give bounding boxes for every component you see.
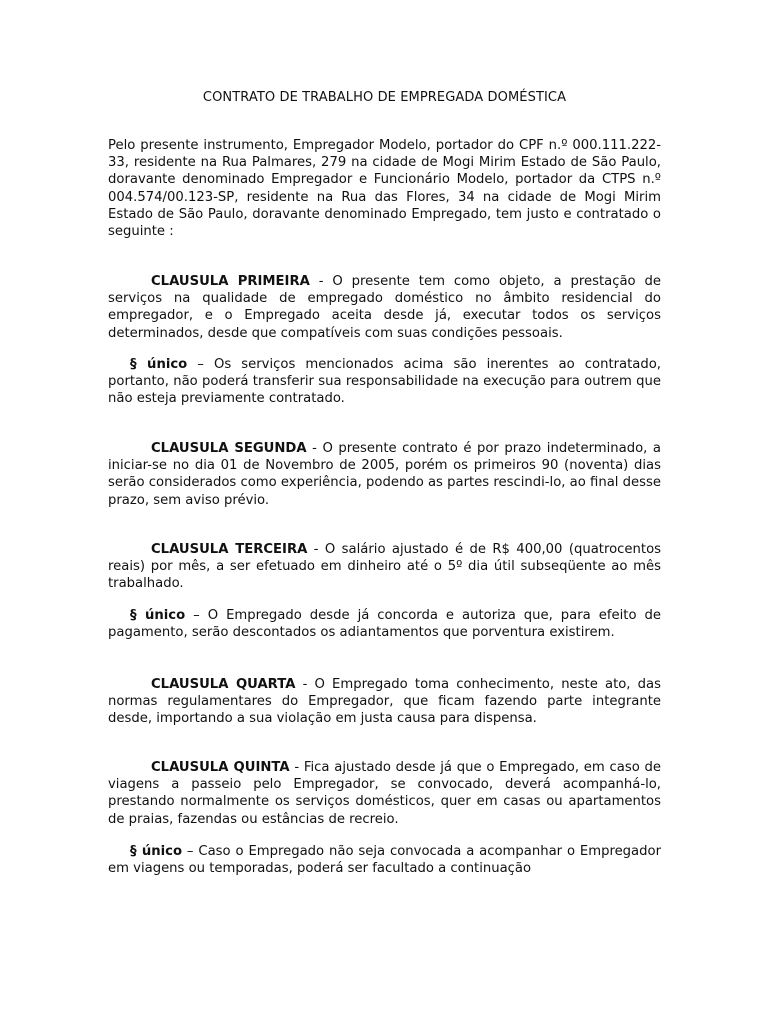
paragraph-text: – Os serviços mencionados acima são inerentes ao contratado, portanto, não poderá transferir sua responsabilidade na execução para outrem que não esteja previamente contratado.	[108, 357, 662, 407]
clause-terceira-paragrafo	[108, 607, 661, 641]
clause-terceira	[108, 541, 661, 593]
document-title: CONTRATO DE TRABALHO DE EMPREGADA DOMÉSTICA	[202, 90, 567, 105]
paragraph-heading: § único	[130, 608, 186, 623]
clause-heading: CLAUSULA SEGUNDA	[151, 441, 307, 456]
clause-text: - Fica ajustado desde já que o Empregado, em caso de viagens a passeio pelo Empregador, se convocado, deverá acompanhá-lo, prestando normalmente os serviços domésticos, quer em casas ou apartamentos de praias, fazendas ou estâncias de recreio.	[108, 760, 661, 827]
clause-primeira	[108, 273, 661, 342]
clause-quinta	[108, 759, 661, 828]
paragraph-heading: § único	[130, 357, 188, 372]
clause-text: - O salário ajustado é de R$ 400,00 (quatrocentos reais) por mês, a ser efetuado em dinheiro até o 5º dia útil subseqüente ao mês trabalhado.	[108, 542, 662, 592]
clause-quinta-paragrafo	[108, 843, 661, 877]
clause-quarta	[108, 676, 661, 728]
intro-paragraph: Pelo presente instrumento, Empregador Modelo, portador do CPF n.º 000.111.222-33, residente na Rua Palmares, 279 na cidade de Mogi Mirim Estado de São Paulo, doravante denominado Empregador e Funcionário Modelo, portador da CTPS n.º 004.574/00.123-SP, residente na Rua das Flores, 34 na cidade de Mogi Mirim Estado de São Paulo, doravante denominado Empregado, tem justo e contratado o seguinte :	[108, 138, 661, 240]
clause-heading: CLAUSULA QUINTA	[151, 760, 290, 775]
clause-primeira-paragrafo	[108, 356, 661, 408]
paragraph-heading: § único	[130, 844, 183, 859]
clause-heading: CLAUSULA QUARTA	[151, 677, 296, 692]
clause-segunda	[108, 440, 661, 509]
paragraph-text: – O Empregado desde já concorda e autoriza que, para efeito de pagamento, serão descontados os adiantamentos que porventura existirem.	[108, 608, 661, 641]
paragraph-text: – Caso o Empregado não seja convocada a acompanhar o Empregador em viagens ou temporadas, poderá ser facultado a continuação	[108, 844, 661, 877]
clause-heading: CLAUSULA PRIMEIRA	[151, 274, 310, 289]
clause-text: - O presente contrato é por prazo indeterminado, a iniciar-se no dia 01 de Novembro de 2005, porém os primeiros 90 (noventa) dias serão considerados como experiência, podendo as partes rescindi-lo, ao final desse prazo, sem aviso prévio.	[108, 441, 661, 508]
clause-text: - O Empregado toma conhecimento, neste ato, das normas regulamentares do Empregador, que ficam fazendo parte integrante desde, importando a sua violação em justa causa para dispensa.	[108, 677, 661, 727]
clause-heading: CLAUSULA TERCEIRA	[151, 542, 308, 557]
clause-text: - O presente tem como objeto, a prestação de serviços na qualidade de empregado doméstico no âmbito residencial do empregador, e o Empregado aceita desde já, executar todos os serviços determinados, desde que compatíveis com suas condições pessoais.	[108, 274, 661, 341]
